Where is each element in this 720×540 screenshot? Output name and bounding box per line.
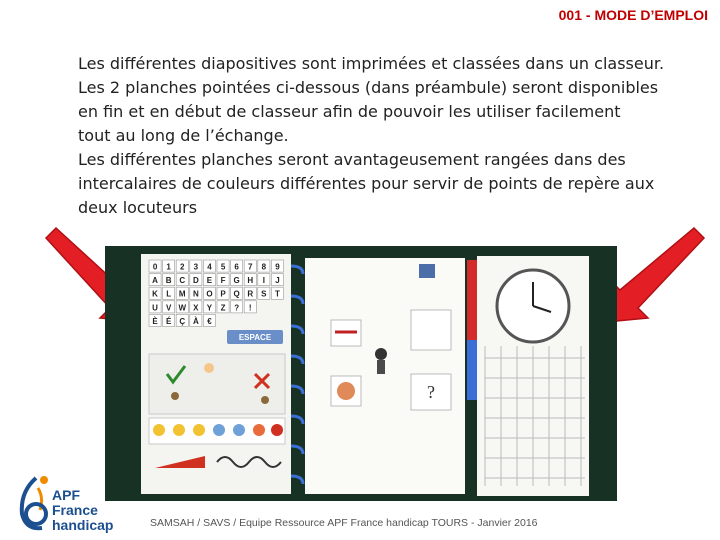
letter-label: 3	[193, 262, 199, 272]
letter-label: W	[178, 303, 187, 313]
letter-label: E	[206, 276, 213, 286]
letter-label: A	[152, 276, 158, 286]
letter-label: S	[261, 289, 267, 299]
letter-label: D	[192, 276, 199, 286]
letter-label: Z	[220, 303, 226, 313]
espace-key: ESPACE	[238, 333, 272, 342]
letter-label: Y	[206, 303, 213, 313]
letter-label: U	[152, 303, 158, 313]
body-line: tout au long de l’échange.	[78, 126, 289, 145]
logo-line-handicap: handicap	[52, 517, 114, 533]
letter-label: 2	[180, 262, 185, 272]
footer-credit: SAMSAH / SAVS / Equipe Ressource APF France handicap TOURS - Janvier 2016	[150, 517, 538, 529]
body-line: Les 2 planches pointées ci-dessous (dans préambule) seront disponibles	[78, 78, 659, 97]
body-line: Les différentes diapositives sont imprimées et classées dans un classeur.	[78, 54, 665, 73]
letter-label: J	[275, 276, 280, 286]
svg-text:?: ?	[427, 382, 435, 402]
body-paragraph	[78, 52, 688, 220]
letter-label: !	[248, 303, 252, 313]
logo-wordmark	[52, 488, 113, 533]
letter-label: 7	[248, 262, 253, 272]
letter-label: €	[207, 316, 212, 326]
letter-label: X	[193, 303, 199, 313]
body-line: Les différentes planches seront avantageusement rangées dans des	[78, 150, 626, 169]
letter-label: 6	[234, 262, 239, 272]
letter-label: 8	[261, 262, 267, 272]
letter-label: É	[165, 316, 172, 326]
letter-label: M	[178, 289, 186, 299]
letter-label: 0	[152, 262, 158, 272]
letter-label: G	[233, 276, 240, 286]
letter-label: ?	[234, 303, 240, 313]
letter-label: 9	[275, 262, 280, 272]
letter-label: F	[220, 276, 226, 286]
letter-label: È	[152, 316, 158, 326]
letter-label: I	[262, 276, 265, 286]
body-line: intercalaires de couleurs différentes pour servir de points de repère aux	[78, 174, 655, 193]
letter-label: P	[220, 289, 226, 299]
letter-label: H	[247, 276, 254, 286]
letter-label: O	[206, 289, 213, 299]
letter-label: Q	[233, 289, 240, 299]
letter-label: À	[192, 316, 199, 326]
letter-label: B	[165, 276, 172, 286]
letter-label: K	[152, 289, 158, 299]
letter-label: V	[165, 303, 172, 313]
letter-label: T	[275, 289, 280, 299]
letter-label: 5	[220, 262, 226, 272]
letter-label: R	[247, 289, 254, 299]
body-line: en fin et en début de classeur afin de pouvoir les utiliser facilement	[78, 102, 621, 121]
logo-line-france: France	[52, 502, 98, 518]
letter-label: L	[166, 289, 172, 299]
letter-label: 1	[166, 262, 171, 272]
slide-title: 001 - MODE D’EMPLOI	[558, 7, 708, 23]
binder-photo	[105, 246, 617, 501]
letter-label: N	[192, 289, 199, 299]
letter-label: 4	[207, 262, 212, 272]
letter-label: Ç	[179, 316, 186, 326]
letter-label: C	[179, 276, 186, 286]
logo-line-apf: APF	[52, 487, 80, 503]
body-line: deux locuteurs	[78, 198, 198, 217]
